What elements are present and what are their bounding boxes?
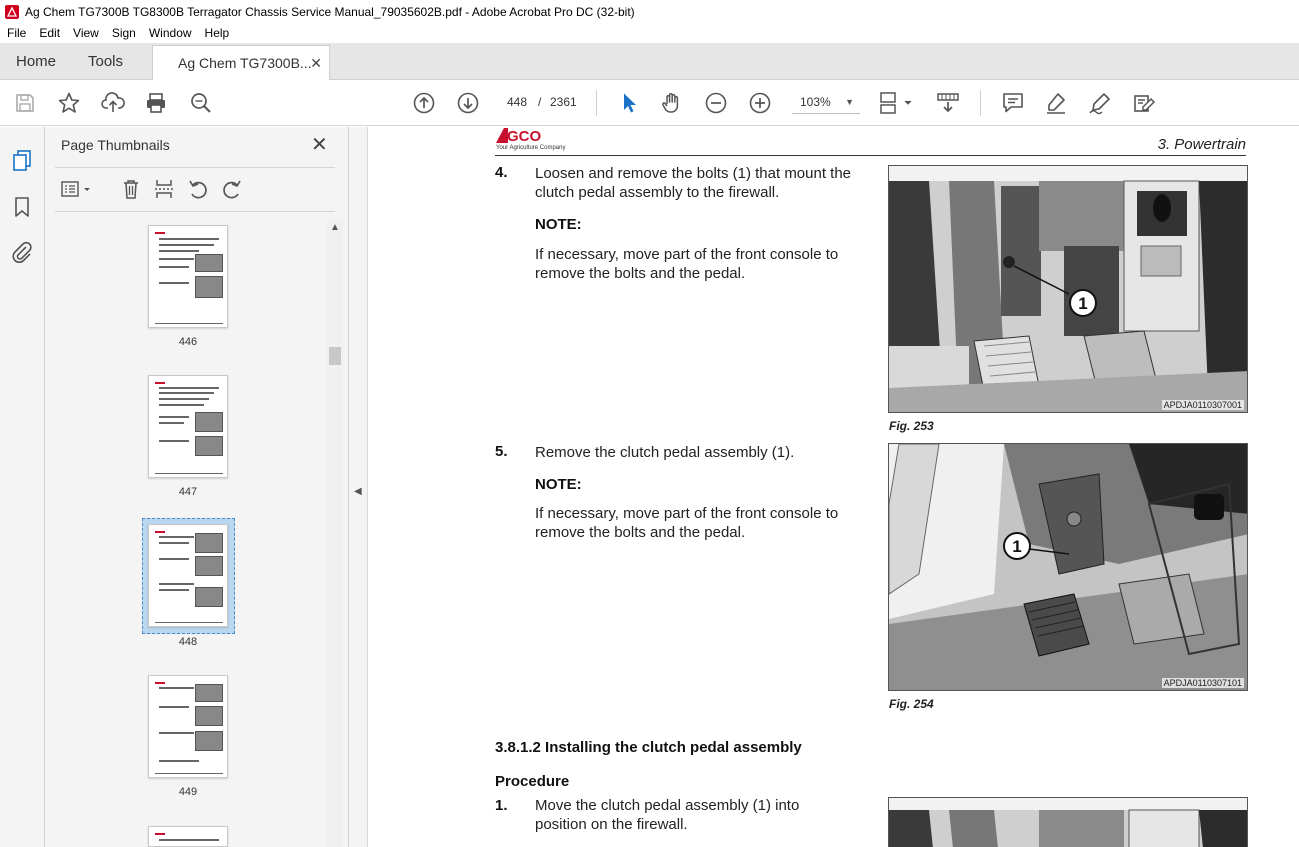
panel-title: Page Thumbnails [61, 137, 170, 153]
menu-sign[interactable]: Sign [111, 26, 136, 40]
page-separator: / [538, 95, 542, 109]
thumbnail-page-number: 449 [178, 786, 198, 798]
step-text: Loosen and remove the bolts (1) that mount the clutch pedal assembly to the firewall. [535, 165, 852, 201]
menu-window[interactable]: Window [148, 26, 192, 40]
fill-sign-icon[interactable] [1132, 91, 1156, 115]
svg-text:Your Agriculture Company: Your Agriculture Company [496, 145, 566, 151]
left-rail [0, 127, 45, 847]
page-layout-icon[interactable] [878, 91, 914, 115]
svg-text:GCO: GCO [507, 128, 542, 145]
rotate-ccw-icon[interactable] [187, 178, 209, 200]
section-heading: 3.8.1.2 Installing the clutch pedal assembly [495, 739, 802, 756]
figure-callout: 1 [1078, 294, 1088, 313]
note-text: If necessary, move part of the front console to remove the bolts and the pedal. [535, 505, 839, 541]
page-thumbnail-selected[interactable] [148, 524, 228, 627]
figure-code: APDJA0110307001 [1163, 400, 1242, 410]
step-text: Remove the clutch pedal assembly (1). [535, 444, 795, 461]
close-tab-icon[interactable]: ✕ [310, 55, 322, 71]
scrollbar-thumb[interactable] [329, 347, 341, 365]
hand-tool-icon[interactable] [660, 91, 684, 115]
menu-edit[interactable]: Edit [39, 26, 61, 40]
figure-254-image [888, 443, 1248, 691]
menu-help[interactable]: Help [204, 26, 230, 40]
divider [55, 211, 335, 212]
document-scrollbar[interactable] [1282, 127, 1299, 847]
step-number: 5. [495, 443, 508, 460]
zoom-value: 103% [800, 95, 831, 109]
pdf-page [368, 127, 1299, 847]
delete-icon[interactable] [120, 178, 142, 200]
save-icon[interactable] [13, 91, 37, 115]
title-bar [0, 0, 1299, 23]
tab-bar [0, 43, 1299, 80]
tab-home[interactable]: Home [16, 53, 57, 70]
next-page-icon[interactable] [456, 91, 480, 115]
thumbnail-scrollbar[interactable] [327, 220, 343, 847]
close-panel-icon[interactable]: ✕ [311, 134, 328, 156]
highlight-icon[interactable] [1044, 91, 1068, 115]
page-number-input[interactable]: 448 [506, 95, 528, 109]
tab-document[interactable] [152, 45, 330, 81]
zoom-select[interactable] [792, 90, 860, 114]
divider [55, 167, 335, 168]
bookmark-star-icon[interactable] [57, 91, 81, 115]
figure-caption: Fig. 253 [889, 419, 934, 433]
acrobat-icon [5, 5, 19, 19]
previous-page-icon[interactable] [412, 91, 436, 115]
menu-file[interactable]: File [7, 26, 27, 40]
toolbar-separator [980, 90, 981, 116]
comment-icon[interactable] [1001, 91, 1025, 115]
procedure-label: Procedure [495, 773, 570, 790]
extract-pages-icon[interactable] [153, 178, 175, 200]
note-label: NOTE: [535, 476, 582, 493]
chapter-header: 3. Powertrain [1157, 136, 1246, 153]
tab-document-label: Ag Chem TG7300B... [178, 55, 312, 71]
thumbnail-page-number: 448 [178, 636, 198, 648]
scroll-mode-icon[interactable] [936, 91, 960, 115]
step-number: 1. [495, 797, 508, 814]
thumbnail-options-icon[interactable] [60, 178, 94, 200]
chevron-down-icon: ▼ [845, 97, 854, 107]
figure-caption: Fig. 254 [889, 697, 934, 711]
toolbar-separator [596, 90, 597, 116]
figure-callout: 1 [1012, 537, 1022, 556]
agco-logo [495, 127, 575, 151]
scroll-up-icon[interactable]: ▲ [330, 222, 340, 233]
thumbnail-page-number: 447 [178, 486, 198, 498]
tab-tools[interactable]: Tools [88, 53, 124, 70]
zoom-out-icon[interactable] [704, 91, 728, 115]
page-thumbnails-icon[interactable] [10, 148, 34, 172]
page-thumbnail[interactable] [148, 826, 228, 847]
window-title: Ag Chem TG7300B TG8300B Terragator Chassis Service Manual_79035602B.pdf - Adobe Acrobat Pro DC (32-bit) [25, 4, 635, 19]
figure-255-image [888, 797, 1248, 847]
zoom-in-icon[interactable] [748, 91, 772, 115]
search-zoom-icon[interactable] [189, 91, 213, 115]
note-text: If necessary, move part of the front console to remove the bolts and the pedal. [535, 246, 839, 282]
sign-pen-icon[interactable] [1088, 91, 1112, 115]
upload-icon[interactable] [101, 91, 125, 115]
page-thumbnail[interactable] [148, 375, 228, 478]
menu-bar [0, 23, 1299, 43]
select-cursor-icon[interactable] [617, 91, 641, 115]
page-thumbnail[interactable] [148, 225, 228, 328]
document-viewport[interactable] [368, 127, 1299, 847]
thumbnail-page-number: 446 [178, 336, 198, 348]
step-text: Move the clutch pedal assembly (1) into position on the firewall. [535, 797, 800, 833]
collapse-panel-icon[interactable]: ◀ [354, 486, 362, 497]
attachments-icon[interactable] [10, 240, 34, 264]
rotate-cw-icon[interactable] [221, 178, 243, 200]
toolbar [0, 80, 1299, 126]
total-pages: 2361 [550, 95, 577, 109]
panel-splitter[interactable] [349, 127, 368, 847]
print-icon[interactable] [144, 91, 168, 115]
bookmarks-icon[interactable] [10, 195, 34, 219]
step-number: 4. [495, 164, 508, 181]
figure-code: APDJA0110307101 [1163, 678, 1242, 688]
figure-253-image [888, 165, 1248, 413]
menu-view[interactable]: View [73, 26, 99, 40]
note-label: NOTE: [535, 216, 582, 233]
page-thumbnail[interactable] [148, 675, 228, 778]
header-rule [495, 155, 1246, 156]
